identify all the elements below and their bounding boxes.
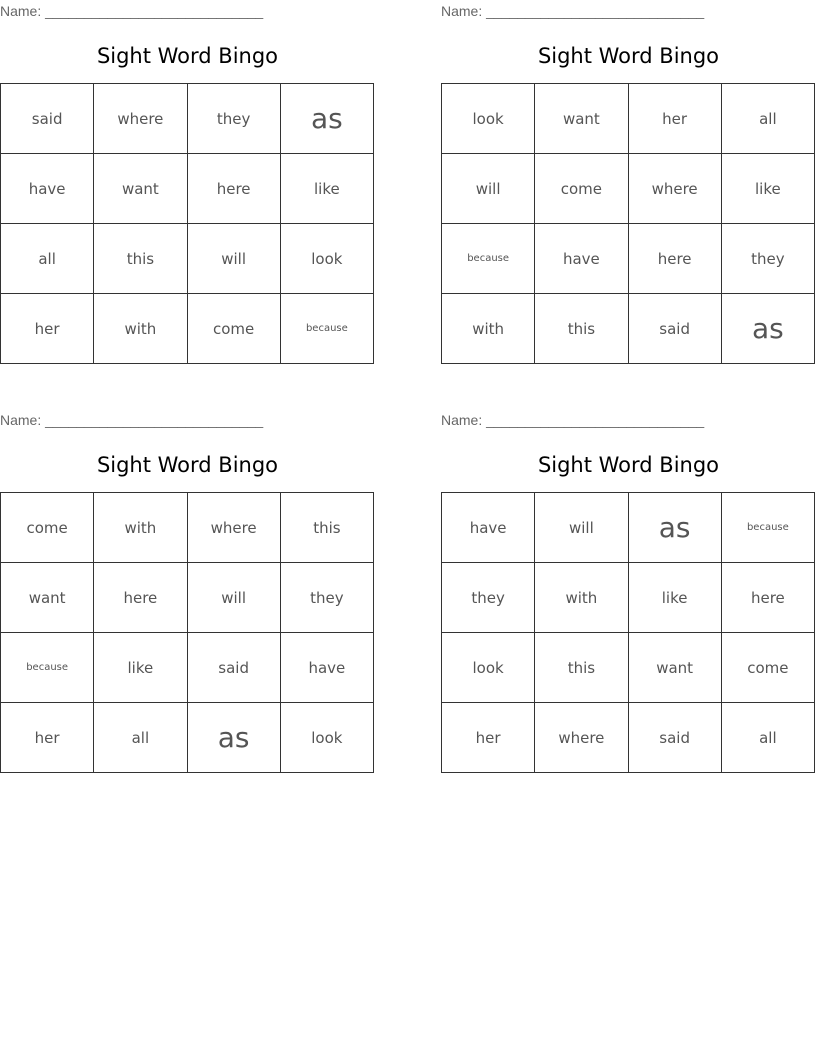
bingo-cell: said — [628, 703, 721, 773]
bingo-cell: look — [280, 703, 373, 773]
bingo-cell: look — [442, 633, 535, 703]
name-field-label: Name: ____________________________ — [441, 3, 705, 19]
bingo-cell: said — [1, 84, 94, 154]
bingo-cell: where — [535, 703, 628, 773]
bingo-cell: all — [721, 703, 814, 773]
bingo-grid — [441, 83, 815, 364]
bingo-cell: they — [442, 563, 535, 633]
card-title: Sight Word Bingo — [537, 44, 720, 68]
name-field-label: Name: ____________________________ — [0, 412, 264, 428]
bingo-cell: they — [280, 563, 373, 633]
bingo-cell: like — [721, 154, 814, 224]
bingo-grid — [0, 83, 374, 364]
table-row — [442, 294, 815, 364]
bingo-cell: have — [442, 493, 535, 563]
bingo-cell: her — [1, 294, 94, 364]
bingo-cell: her — [628, 84, 721, 154]
table-row — [1, 563, 374, 633]
bingo-cell: will — [442, 154, 535, 224]
bingo-cell: want — [535, 84, 628, 154]
bingo-cell: here — [94, 563, 187, 633]
table-row — [442, 633, 815, 703]
bingo-cell: have — [1, 154, 94, 224]
card-title: Sight Word Bingo — [537, 453, 720, 477]
name-field-label: Name: ____________________________ — [441, 412, 705, 428]
bingo-cell: like — [280, 154, 373, 224]
bingo-cell: this — [535, 633, 628, 703]
bingo-cell: this — [280, 493, 373, 563]
bingo-cell: look — [280, 224, 373, 294]
bingo-cell: they — [187, 84, 280, 154]
table-row — [1, 703, 374, 773]
bingo-cell: with — [535, 563, 628, 633]
bingo-cell: have — [535, 224, 628, 294]
table-row — [1, 633, 374, 703]
bingo-cell: said — [628, 294, 721, 364]
bingo-cell: like — [94, 633, 187, 703]
card-title: Sight Word Bingo — [96, 44, 279, 68]
table-row — [442, 154, 815, 224]
bingo-cell: here — [187, 154, 280, 224]
table-row — [442, 493, 815, 563]
bingo-cell: where — [187, 493, 280, 563]
bingo-card-4 — [441, 409, 816, 774]
bingo-cell: because — [442, 224, 535, 294]
table-row — [442, 84, 815, 154]
bingo-cell: want — [94, 154, 187, 224]
bingo-cell: all — [94, 703, 187, 773]
bingo-cell: want — [628, 633, 721, 703]
bingo-cell: where — [628, 154, 721, 224]
bingo-cell: with — [442, 294, 535, 364]
bingo-card-3 — [0, 409, 375, 774]
bingo-cell: with — [94, 493, 187, 563]
bingo-cell: because — [721, 493, 814, 563]
bingo-cell: come — [1, 493, 94, 563]
bingo-grid — [0, 492, 374, 773]
bingo-cell: her — [1, 703, 94, 773]
bingo-cell: will — [187, 224, 280, 294]
bingo-grid — [441, 492, 815, 773]
bingo-cell: as — [721, 294, 814, 364]
bingo-cell: because — [1, 633, 94, 703]
bingo-cell: said — [187, 633, 280, 703]
bingo-cell: all — [1, 224, 94, 294]
bingo-cell: here — [721, 563, 814, 633]
bingo-cell: this — [94, 224, 187, 294]
table-row — [442, 563, 815, 633]
table-row — [1, 493, 374, 563]
bingo-card-1 — [0, 0, 375, 365]
bingo-cell: this — [535, 294, 628, 364]
card-title: Sight Word Bingo — [96, 453, 279, 477]
bingo-cell: with — [94, 294, 187, 364]
table-row — [1, 294, 374, 364]
bingo-cell: come — [721, 633, 814, 703]
bingo-cell: come — [535, 154, 628, 224]
name-field-label: Name: ____________________________ — [0, 3, 264, 19]
bingo-cell: will — [187, 563, 280, 633]
bingo-cell: as — [280, 84, 373, 154]
table-row — [1, 154, 374, 224]
table-row — [1, 84, 374, 154]
table-row — [442, 224, 815, 294]
table-row — [442, 703, 815, 773]
bingo-cell: want — [1, 563, 94, 633]
bingo-cell: they — [721, 224, 814, 294]
bingo-card-2 — [441, 0, 816, 365]
bingo-cell: as — [187, 703, 280, 773]
bingo-cell: because — [280, 294, 373, 364]
bingo-cell: come — [187, 294, 280, 364]
table-row — [1, 224, 374, 294]
bingo-cell: all — [721, 84, 814, 154]
bingo-cell: will — [535, 493, 628, 563]
bingo-cell: like — [628, 563, 721, 633]
bingo-cell: where — [94, 84, 187, 154]
bingo-cell: have — [280, 633, 373, 703]
bingo-cell: as — [628, 493, 721, 563]
bingo-cell: look — [442, 84, 535, 154]
bingo-cell: here — [628, 224, 721, 294]
bingo-cell: her — [442, 703, 535, 773]
